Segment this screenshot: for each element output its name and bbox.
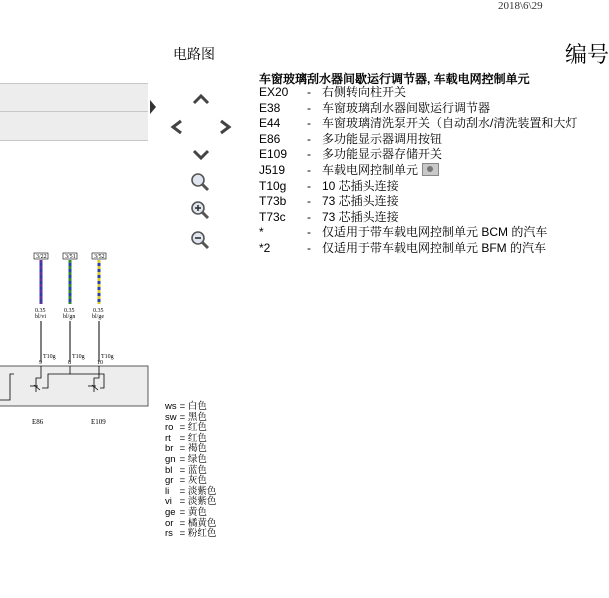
color-sep: = <box>179 401 186 412</box>
pin-conn: T10g <box>72 354 85 360</box>
color-name: 灰色 <box>187 475 207 487</box>
legend-item <box>259 241 602 257</box>
legend-code: E38 <box>259 100 281 115</box>
zoom-out-icon[interactable] <box>190 230 210 250</box>
color-name: 绿色 <box>187 453 207 465</box>
legend-dash: - <box>307 178 311 193</box>
legend-item <box>259 179 602 195</box>
color-sep: = <box>179 411 186 423</box>
wire-color: bl/ge <box>92 314 104 320</box>
legend-list <box>259 85 602 257</box>
wire-size: 0.35 <box>93 308 104 314</box>
color-code: vi <box>165 496 172 508</box>
legend-code: T73b <box>259 194 287 209</box>
print-date: 2018\6\29 <box>498 0 543 12</box>
color-name: 褐色 <box>187 443 207 455</box>
color-code: or <box>165 517 174 529</box>
collapsed-panel[interactable] <box>0 83 148 141</box>
pin-conn: T10g <box>43 354 56 360</box>
color-sep: = <box>179 453 186 465</box>
chevron-down-icon[interactable] <box>190 146 212 164</box>
legend-code: * <box>259 225 264 240</box>
chevron-up-icon[interactable] <box>190 90 212 108</box>
legend-item <box>259 132 602 148</box>
legend-dash: - <box>307 209 311 224</box>
color-sep: = <box>179 496 186 508</box>
legend-dash: - <box>307 225 311 240</box>
legend-text: 多功能显示器存储开关 <box>322 147 443 162</box>
color-code: bl <box>165 464 173 476</box>
legend-dash: - <box>307 85 311 99</box>
color-code: ge <box>165 506 176 518</box>
component-label: E109 <box>91 418 106 426</box>
legend-item <box>259 194 602 210</box>
legend-text: 多功能显示器调用按钮 <box>322 131 443 146</box>
expand-arrow-icon[interactable] <box>150 100 156 114</box>
component-housing[interactable] <box>0 366 148 406</box>
chevron-right-icon[interactable] <box>214 118 236 136</box>
pin-number: 9 <box>39 360 42 366</box>
color-code: gr <box>165 475 174 487</box>
wire-size: 0.35 <box>35 308 46 314</box>
legend-text: 仅适用于带车载电网控制单元 BCM 的汽车 <box>322 225 548 240</box>
module-title: 车窗玻璃刮水器间歇运行调节器, 车载电网控制单元 <box>259 72 530 86</box>
wire-size: 0.35 <box>64 308 75 314</box>
legend-code: J519 <box>259 162 286 177</box>
wire-tag-label: 3/51 <box>65 254 76 260</box>
color-item <box>165 529 216 540</box>
color-code: rt <box>165 432 171 444</box>
color-sep: = <box>179 422 186 434</box>
legend-item <box>259 147 602 163</box>
legend-code: T73c <box>259 209 286 224</box>
pin-number: 10 <box>97 360 103 366</box>
legend-text: 73 芯插头连接 <box>322 194 399 209</box>
color-sep: = <box>179 485 186 497</box>
color-name: 白色 <box>187 401 207 412</box>
legend-dash: - <box>307 240 311 255</box>
legend-item <box>259 225 602 241</box>
legend-text: 仅适用于带车载电网控制单元 BFM 的汽车 <box>322 240 546 255</box>
color-name: 红色 <box>187 422 207 434</box>
color-code: sw <box>165 411 177 423</box>
color-sep: = <box>179 517 186 529</box>
color-code: br <box>165 443 174 455</box>
component-label: E86 <box>32 418 44 426</box>
legend-text: 车载电网控制单元 <box>322 162 419 177</box>
section-title: 电路图 <box>173 46 215 62</box>
color-sep: = <box>179 443 186 455</box>
color-code: ro <box>165 422 174 434</box>
legend-code: *2 <box>259 240 271 255</box>
legend-text: 73 芯插头连接 <box>322 209 399 224</box>
wire-color: bl/gn <box>63 314 76 320</box>
color-name: 粉红色 <box>187 528 217 540</box>
legend-dash: - <box>307 194 311 209</box>
legend-item <box>259 163 602 179</box>
legend-code: E109 <box>259 147 288 162</box>
color-sep: = <box>179 464 186 476</box>
pin-number: 8 <box>68 360 71 366</box>
legend-code: T10g <box>259 178 287 193</box>
camera-icon[interactable] <box>422 163 439 176</box>
legend-dash: - <box>307 147 311 162</box>
color-name: 黑色 <box>187 411 207 423</box>
color-name: 蓝色 <box>187 464 207 476</box>
legend-code: EX20 <box>259 85 289 99</box>
legend-dash: - <box>307 131 311 146</box>
color-sep: = <box>179 432 186 444</box>
color-name: 红色 <box>187 432 207 444</box>
color-code: ws <box>165 401 177 412</box>
legend-item <box>259 116 602 132</box>
wire-color: bl/vi <box>35 314 47 320</box>
magnifier-icon[interactable] <box>190 172 210 192</box>
color-name: 橘黄色 <box>187 517 217 529</box>
color-code: li <box>165 485 170 497</box>
color-sep: = <box>179 506 186 518</box>
legend-item <box>259 101 602 117</box>
legend-code: E86 <box>259 131 281 146</box>
color-legend <box>165 402 216 540</box>
legend-item <box>259 85 602 101</box>
legend-text: 10 芯插头连接 <box>322 178 399 193</box>
zoom-in-icon[interactable] <box>190 200 210 220</box>
legend-dash: - <box>307 100 311 115</box>
legend-code: E44 <box>259 116 281 131</box>
wiring-diagram <box>0 240 150 430</box>
number-title: 编号 <box>565 42 609 67</box>
color-name: 淡紫色 <box>187 496 217 508</box>
legend-text: 车窗玻璃清洗泵开关（自动刮水/清洗装置和大灯 <box>322 116 578 131</box>
chevron-left-icon[interactable] <box>166 118 188 136</box>
legend-text: 车窗玻璃刮水器间歇运行调节器 <box>322 100 491 115</box>
pin-conn: T10g <box>101 354 114 360</box>
legend-item <box>259 210 602 226</box>
color-sep: = <box>179 528 186 540</box>
legend-text: 右侧转向柱开关 <box>322 85 407 99</box>
legend-dash: - <box>307 116 311 131</box>
legend-dash: - <box>307 162 311 177</box>
color-sep: = <box>179 475 186 487</box>
color-name: 淡紫色 <box>187 485 217 497</box>
color-code: gn <box>165 453 176 465</box>
wire-tag-label: 3/22 <box>36 254 47 260</box>
wire-tag-label: 3/52 <box>94 254 105 260</box>
panel-divider <box>0 111 148 112</box>
color-code: rs <box>165 528 173 540</box>
color-name: 黄色 <box>187 506 207 518</box>
